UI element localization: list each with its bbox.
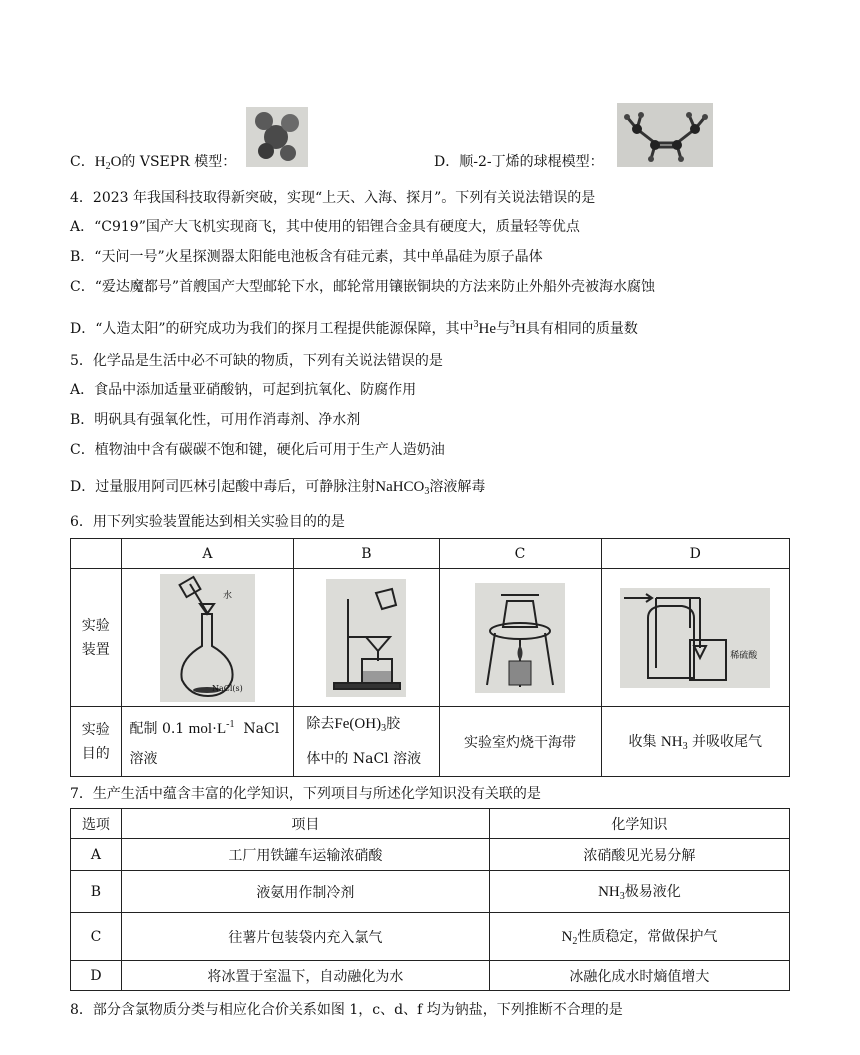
q4-stem: 4．2023 年我国科技取得新突破，实现“上天、入海、探月”。下列有关说法错误的是	[70, 190, 596, 206]
q6-header-c: C	[439, 539, 601, 569]
q7-row-knowledge: 浓硝酸见光易分解	[489, 839, 789, 871]
q4-option-d: D．“人造太阳”的研究成功为我们的探月工程提供能源保障，其中$^3$He与$^3$H具有相同的质量数	[70, 319, 638, 337]
table-row	[71, 913, 790, 961]
q6-row-label-apparatus: 实验 装置	[71, 569, 122, 707]
q7-row-item: 将冰置于室温下，自动融化为水	[121, 961, 489, 991]
q7-row-knowledge: 冰融化成水时熵值增大	[489, 961, 789, 991]
q3-option-c: C．$H_2O$的 VSEPR 模型：	[70, 154, 237, 172]
volumetric-flask-image	[160, 574, 255, 702]
q6-cell-b-purpose: 除去$Fe(OH)_3$胶 体中的 NaCl 溶液	[294, 707, 439, 777]
label-dilute-sulfuric-acid: 稀硫酸	[730, 650, 758, 661]
q6-cell-d-apparatus	[601, 569, 790, 707]
q5-option-b: B．明矾具有强氧化性，可用作消毒剂、净水剂	[70, 412, 361, 428]
q6-cell-d-purpose: 收集 $NH_3$ 并吸收尾气	[601, 707, 790, 777]
q4-option-b: B．“天问一号”火星探测器太阳能电池板含有硅元素，其中单晶硅为原子晶体	[70, 249, 543, 265]
q5-stem: 5．化学品是生活中必不可缺的物质，下列有关说法错误的是	[70, 353, 443, 369]
q6-header-d: D	[601, 539, 790, 569]
q7-row-option: C	[71, 913, 122, 961]
q6-table	[70, 538, 790, 777]
gas-collection-image	[620, 588, 770, 688]
label-nacl: NaCl(s)	[211, 683, 243, 693]
ball-stick-model-image	[617, 103, 713, 167]
q3-option-d: D．顺-2-丁烯的球棍模型：	[434, 154, 604, 170]
q6-row-label-purpose: 实验 目的	[71, 707, 122, 777]
q7-stem: 7．生产生活中蕴含丰富的化学知识，下列项目与所述化学知识没有关联的是	[70, 786, 541, 802]
table-row	[71, 871, 790, 913]
crucible-tripod-image	[475, 583, 565, 693]
q5-option-a: A．食品中添加适量亚硝酸钠，可起到抗氧化、防腐作用	[70, 382, 417, 398]
q7-table	[70, 808, 790, 991]
q7-header-item: 项目	[121, 809, 489, 839]
q7-row-knowledge: $N_2$性质稳定，常做保护气	[489, 913, 789, 961]
q6-cell-b-apparatus	[294, 569, 439, 707]
q6-header-b: B	[294, 539, 439, 569]
q6-cell-a-apparatus	[121, 569, 294, 707]
table-row	[71, 839, 790, 871]
q4-option-c: C．“爱达魔都号”首艘国产大型邮轮下水，邮轮常用镶嵌铜块的方法来防止外船外壳被海水腐蚀	[70, 279, 656, 295]
q6-header-a: A	[121, 539, 294, 569]
q7-row-item: 液氨用作制冷剂	[121, 871, 489, 913]
q7-row-option: B	[71, 871, 122, 913]
q6-stem: 6．用下列实验装置能达到相关实验目的的是	[70, 514, 345, 530]
q7-row-option: D	[71, 961, 122, 991]
vsepr-model-image	[246, 107, 308, 167]
q7-header-option: 选项	[71, 809, 122, 839]
q6-cell-a-purpose: 配制 0.1 $mol\cdot L^{-1}$ NaCl 溶液	[121, 707, 294, 777]
q8-stem: 8．部分含氯物质分类与相应化合价关系如图 1，c、d、f 均为钠盐，下列推断不合理的是	[70, 1002, 623, 1018]
q7-row-knowledge: $NH_3$极易液化	[489, 871, 789, 913]
q7-row-item: 工厂用铁罐车运输浓硝酸	[121, 839, 489, 871]
filtration-stand-image	[326, 579, 406, 697]
q7-row-option: A	[71, 839, 122, 871]
label-water: 水	[222, 590, 232, 601]
q7-row-item: 往薯片包装袋内充入氯气	[121, 913, 489, 961]
q6-cell-c-purpose: 实验室灼烧干海带	[439, 707, 601, 777]
q5-option-c: C．植物油中含有碳碳不饱和键，硬化后可用于生产人造奶油	[70, 442, 445, 458]
q6-cell-c-apparatus	[439, 569, 601, 707]
table-row	[71, 961, 790, 991]
q7-header-knowledge: 化学知识	[489, 809, 789, 839]
q5-option-d: D．过量服用阿司匹林引起酸中毒后，可静脉注射NaHCO$_3$溶液解毒	[70, 479, 486, 497]
q4-option-a: A．“C919”国产大飞机实现商飞，其中使用的铝锂合金具有硬度大，质量轻等优点	[70, 219, 580, 235]
